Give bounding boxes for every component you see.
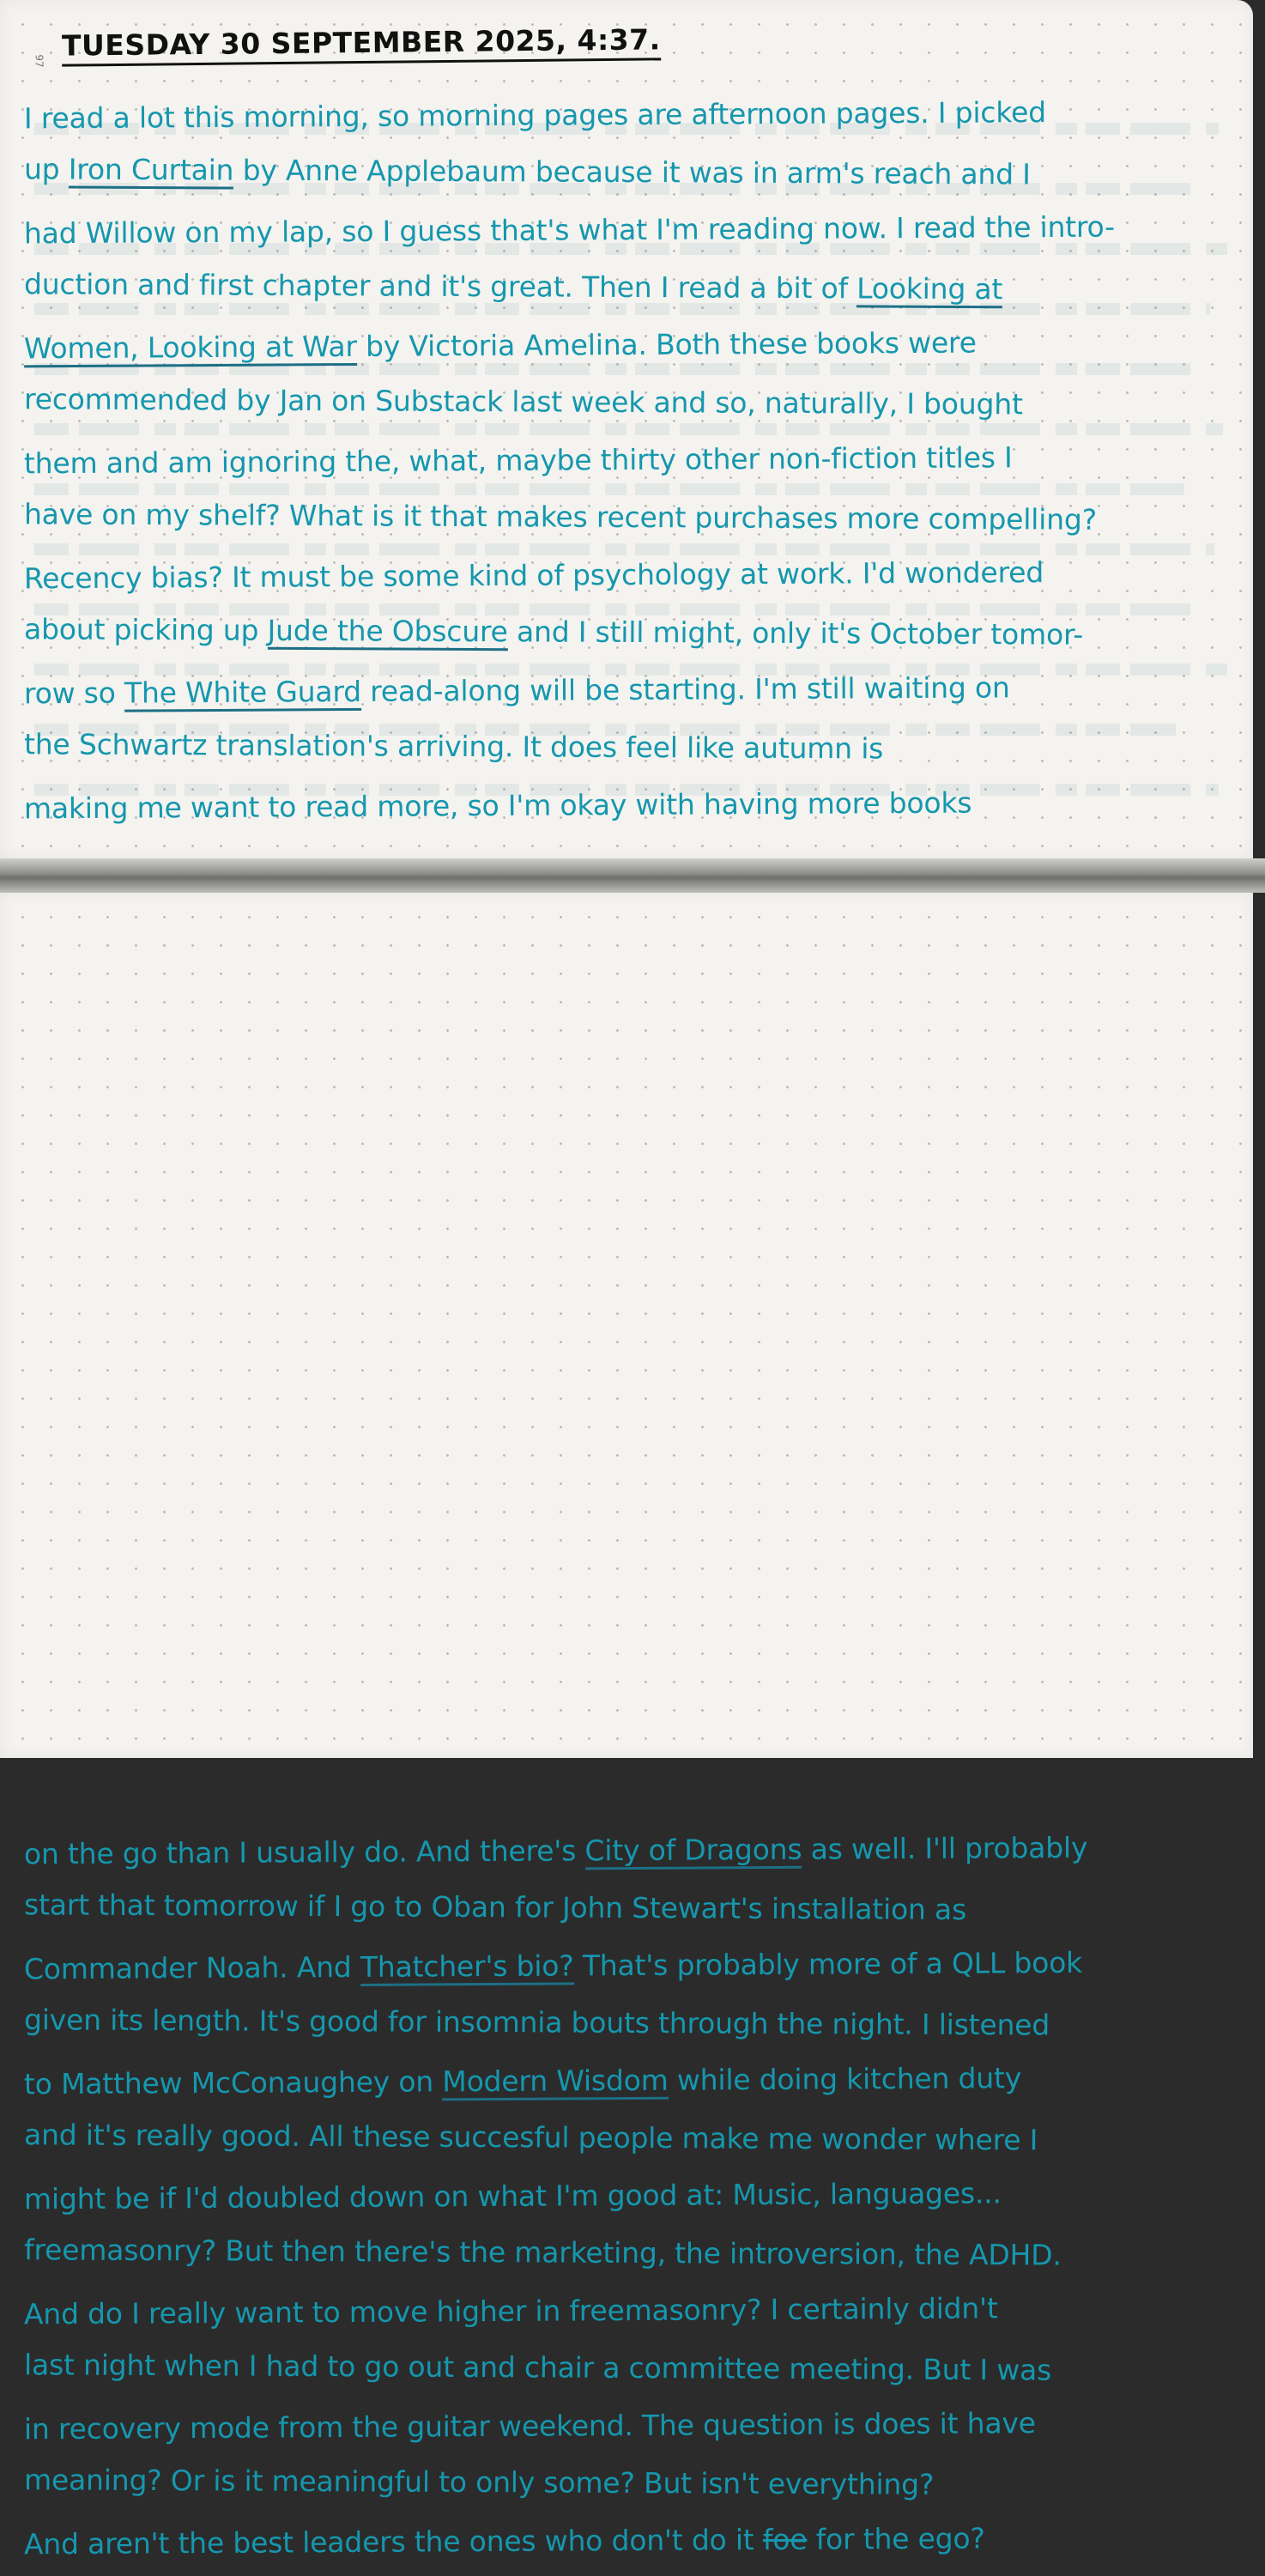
handwritten-line bbox=[24, 2397, 1243, 2462]
handwritten-line bbox=[24, 1821, 1243, 1887]
underlined-title: City of Dragons bbox=[584, 1833, 802, 1870]
text-run: making me want to read more, so I'm okay with having more books bbox=[23, 785, 972, 826]
handwritten-line bbox=[24, 1937, 1243, 2002]
text-run: for the ego? bbox=[807, 2521, 985, 2556]
handwritten-line bbox=[24, 2224, 1243, 2288]
handwritten-line bbox=[24, 1994, 1243, 2058]
text-run: I read a lot this morning, so morning pages are afternoon pages. I picked bbox=[23, 95, 1047, 136]
handwritten-line bbox=[24, 201, 1243, 266]
text-run: start that tomorrow if I go to Oban for John Stewart's installation as bbox=[23, 1888, 967, 1927]
text-run: on the go than I usually do. And there's bbox=[23, 1834, 585, 1871]
handwritten-line bbox=[24, 546, 1243, 611]
text-run: them and am ignoring the, what, maybe thirty other non-fiction titles I bbox=[23, 440, 1013, 481]
handwritten-line bbox=[24, 661, 1243, 726]
handwritten-line bbox=[24, 2339, 1243, 2403]
text-run: by Anne Applebaum because it was in arm's reach and I bbox=[233, 153, 1031, 191]
underlined-title: The White Guard bbox=[124, 675, 361, 712]
handwritten-line bbox=[24, 776, 1243, 841]
text-run: had Willow on my lap, so I guess that's what I'm reading now. I read the intro- bbox=[23, 209, 1116, 251]
text-run: given its length. It's good for insomnia bouts through the night. I listened bbox=[23, 2003, 1050, 2042]
handwritten-line bbox=[24, 2512, 1243, 2576]
handwritten-line bbox=[24, 718, 1243, 782]
handwritten-line bbox=[24, 2167, 1243, 2232]
underlined-title: Thatcher's bio? bbox=[360, 1949, 574, 1986]
text-run: about picking up bbox=[23, 612, 268, 647]
text-run: while doing kitchen duty bbox=[668, 2061, 1022, 2097]
handwritten-line bbox=[24, 2052, 1243, 2117]
handwritten-line bbox=[24, 373, 1243, 437]
text-run: meaning? Or is it meaningful to only some? But isn't everything? bbox=[23, 2463, 935, 2501]
bottom-page bbox=[0, 893, 1253, 2561]
handwritten-line bbox=[24, 488, 1243, 552]
text-run: row so bbox=[23, 676, 125, 711]
text-run: might be if I'd doubled down on what I'm good at: Music, languages... bbox=[23, 2176, 1002, 2216]
text-run: read-along will be starting. I'm still waiting on bbox=[360, 670, 1010, 708]
entry-date-heading: TUESDAY 30 SEPTEMBER 2025, 4:37. bbox=[62, 22, 661, 66]
text-run: And aren't the best leaders the ones who don't do it bbox=[23, 2523, 764, 2561]
text-run: Recency bias? It must be some kind of psychology at work. I'd wondered bbox=[23, 555, 1044, 596]
text-run: by Victoria Amelina. Both these books were bbox=[356, 325, 977, 363]
text-run: to Matthew McConaughey on bbox=[23, 2064, 443, 2101]
handwritten-line bbox=[24, 2109, 1243, 2173]
text-run: the Schwartz translation's arriving. It does feel like autumn is bbox=[23, 727, 884, 766]
text-run: as well. I'll probably bbox=[802, 1830, 1088, 1866]
text-run: duction and first chapter and it's great. Then I read a bit of bbox=[23, 267, 857, 306]
top-page bbox=[0, 0, 1253, 858]
handwritten-line bbox=[24, 143, 1243, 207]
handwritten-line bbox=[24, 1879, 1243, 1943]
underlined-title: Women, Looking at War bbox=[24, 330, 357, 367]
underlined-title: Looking at bbox=[856, 271, 1002, 308]
underlined-title: Jude the Obscure bbox=[267, 614, 507, 651]
text-run: and I still might, only it's October tomor- bbox=[507, 615, 1084, 652]
bottom-page-text bbox=[24, 1825, 1243, 2573]
text-run: in recovery mode from the guitar weekend. The question is does it have bbox=[23, 2406, 1036, 2446]
text-run: and it's really good. All these succesful people make me wonder where I bbox=[23, 2118, 1038, 2157]
underlined-title: Modern Wisdom bbox=[442, 2064, 669, 2101]
text-run: That's probably more of a QLL book bbox=[573, 1945, 1083, 1983]
handwritten-line bbox=[24, 258, 1243, 322]
handwritten-line bbox=[24, 2454, 1243, 2518]
text-run: Commander Noah. And bbox=[23, 1949, 360, 1986]
text-run: And do I really want to move higher in freemasonry? I certainly didn't bbox=[23, 2291, 998, 2331]
handwritten-line bbox=[24, 431, 1243, 496]
handwritten-line bbox=[24, 86, 1243, 151]
underlined-title: Iron Curtain bbox=[69, 153, 234, 190]
text-run: up bbox=[23, 152, 69, 186]
text-run: have on my shelf? What is it that makes recent purchases more compelling? bbox=[23, 497, 1098, 536]
crossed-out-word: foe bbox=[762, 2522, 808, 2557]
page-number: 97 bbox=[33, 54, 45, 68]
text-run: freemasonry? But then there's the marketing, the introversion, the ADHD. bbox=[23, 2233, 1062, 2272]
handwritten-line bbox=[24, 316, 1243, 381]
top-page-text bbox=[24, 89, 1243, 837]
text-run: recommended by Jan on Substack last week and so, naturally, I bought bbox=[23, 382, 1023, 421]
page-gutter bbox=[0, 858, 1265, 893]
text-run: last night when I had to go out and chair a committee meeting. But I was bbox=[23, 2348, 1052, 2387]
handwritten-line bbox=[24, 2282, 1243, 2347]
handwritten-line bbox=[24, 603, 1243, 667]
